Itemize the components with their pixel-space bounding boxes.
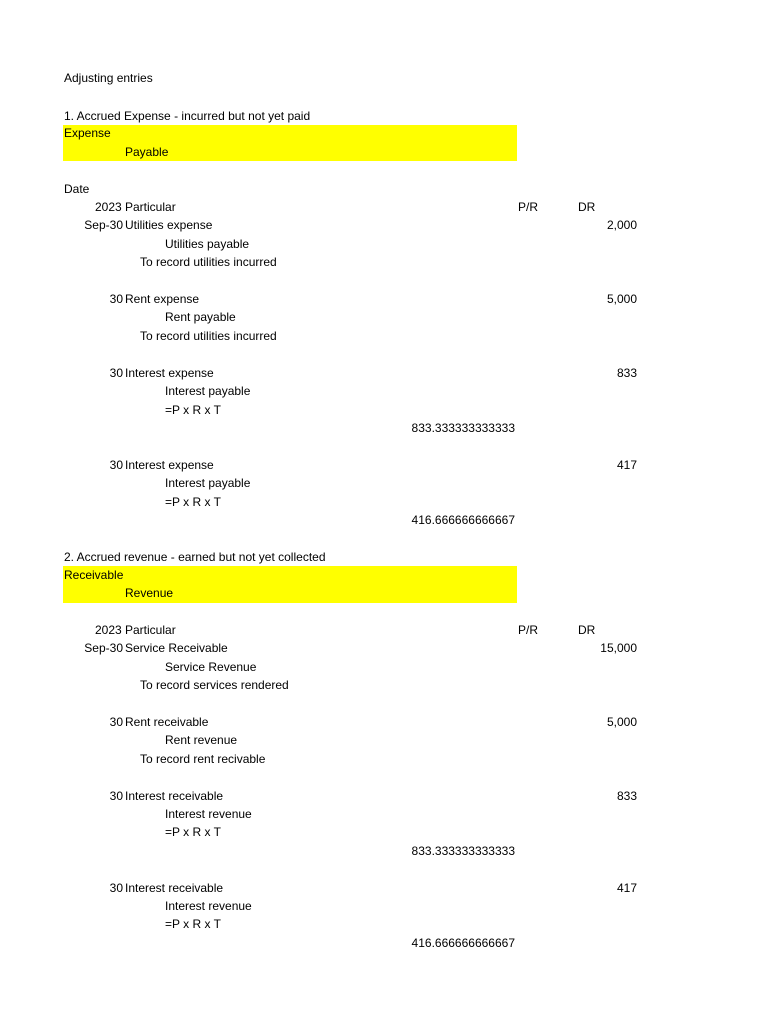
entry-debit-account: Rent receivable [125, 715, 209, 729]
entry-amount: 5,000 [606, 292, 637, 306]
date-label: Date [64, 182, 90, 196]
entry-credit-account: Interest revenue [165, 807, 252, 821]
entry-formula: =P x R x T [165, 917, 221, 931]
entry-amount: 833 [616, 789, 637, 803]
entry-debit-account: Utilities expense [125, 218, 213, 232]
entry-credit-account: Utilities payable [165, 237, 250, 251]
entry-debit-account: Interest expense [125, 366, 214, 380]
entry-debit-account: Interest receivable [125, 789, 224, 803]
entry-calculation: 833.333333333333 [411, 421, 515, 435]
entry-date: 30 [109, 715, 123, 729]
entry-amount: 2,000 [606, 218, 637, 232]
entry-date: Sep-30 [84, 641, 123, 655]
entry-note: To record utilities incurred [140, 255, 277, 269]
entry-credit-account: Interest revenue [165, 899, 252, 913]
entry-credit-account: Interest payable [165, 384, 251, 398]
entry-date: 30 [109, 366, 123, 380]
entry-credit-account: Service Revenue [165, 660, 257, 674]
entry-calculation: 416.666666666667 [411, 936, 515, 950]
entry-date: 30 [109, 881, 123, 895]
entry-amount: 5,000 [606, 715, 637, 729]
header-pr: P/R [518, 623, 539, 637]
header-particular: Particular [125, 200, 176, 214]
entry-amount: 15,000 [600, 641, 637, 655]
entry-credit-account: Rent payable [165, 310, 236, 324]
entry-date: 30 [109, 458, 123, 472]
entry-note: To record services rendered [140, 678, 289, 692]
header-year: 2023 [95, 623, 122, 637]
entry-calculation: 416.666666666667 [411, 513, 515, 527]
header-dr: DR [578, 200, 596, 214]
section-2-heading: 2. Accrued revenue - earned but not yet collected [64, 550, 326, 564]
entry-calculation: 833.333333333333 [411, 844, 515, 858]
entry-date: 30 [109, 292, 123, 306]
page-title: Adjusting entries [64, 71, 153, 85]
entry-amount: 833 [616, 366, 637, 380]
header-dr: DR [578, 623, 596, 637]
highlight-debit-1: Expense [64, 126, 111, 140]
entry-debit-account: Rent expense [125, 292, 200, 306]
entry-credit-account: Interest payable [165, 476, 251, 490]
highlight-credit-1: Payable [125, 145, 169, 159]
highlight-credit-2: Revenue [125, 586, 174, 600]
entry-amount: 417 [616, 458, 637, 472]
header-particular: Particular [125, 623, 176, 637]
section-1-heading: 1. Accrued Expense - incurred but not yet paid [64, 109, 311, 123]
entry-amount: 417 [616, 881, 637, 895]
header-year: 2023 [95, 200, 122, 214]
entry-note: To record utilities incurred [140, 329, 277, 343]
entry-formula: =P x R x T [165, 403, 221, 417]
entry-date: Sep-30 [84, 218, 123, 232]
entry-date: 30 [109, 789, 123, 803]
entry-note: To record rent recivable [140, 752, 266, 766]
entry-debit-account: Interest expense [125, 458, 214, 472]
entry-formula: =P x R x T [165, 495, 221, 509]
entry-formula: =P x R x T [165, 825, 221, 839]
entry-debit-account: Interest receivable [125, 881, 224, 895]
entry-debit-account: Service Receivable [125, 641, 228, 655]
entry-credit-account: Rent revenue [165, 733, 238, 747]
highlight-debit-2: Receivable [64, 568, 124, 582]
header-pr: P/R [518, 200, 539, 214]
